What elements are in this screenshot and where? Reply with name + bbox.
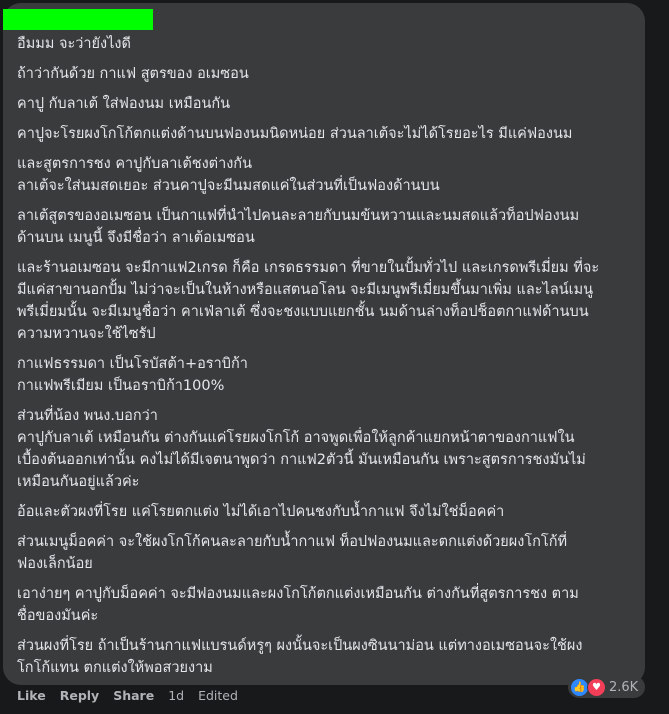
comment-line: ส่วนเมนูม็อคค่า จะใช้ผงโกโก้คนละลายกับน้ำกาแฟ ท็อปฟองนมและตกแต่งด้วยผงโกโก้ที่: [17, 534, 568, 550]
comment-line: ฟองเล็กน้อย: [17, 556, 93, 572]
comment-line: ลาเต้สูตรของอเมซอน เป็นกาแฟที่นำไปคนละลายกับนมข้นหวานและนมสดแล้วท็อปฟองนม: [17, 208, 580, 224]
comment-line: คาปูกับลาเต้ เหมือนกัน ต่างกันแค่โรยผงโกโก้ อาจพูดเพื่อให้ลูกค้าแยกหน้าตาของกาแฟใน: [17, 430, 575, 446]
comment-line: ถ้าว่ากันด้วย กาแฟ สูตรของ อเมซอน: [17, 66, 249, 82]
comment-line: ด้านบน เมนูนี้ จึงมีชื่อว่า ลาเต้อเมซอน: [17, 230, 255, 246]
comment-line: มีแค่สาขานอกปั้ม ไม่ว่าจะเป็นในห้างหรือแสตนอโลน จะมีเมนูพรีเมี่ยมขึ้นมาเพิ่ม และไลน์เมนู: [17, 282, 594, 298]
reply-button[interactable]: Reply: [59, 688, 100, 703]
comment-paragraph: [17, 123, 637, 145]
comment-line: พรีเมี่ยมนั้น จะมีเมนูชื่อว่า คาเฟ่ลาเต้ ซึ่งจะชงแบบแยกชั้น นมด้านล่างท็อปช็อตกาแฟด้านบน: [17, 304, 589, 320]
share-button[interactable]: Share: [113, 688, 155, 703]
comment-paragraph: [17, 353, 637, 397]
comment-line: ลาเต้จะใส่นมสดเยอะ ส่วนคาปูจะมีนมสดแค่ในส่วนที่เป็นฟองด้านบน: [17, 178, 440, 194]
comment-line: อืมมม จะว่ายังไงดี: [17, 36, 131, 52]
comment-line: ชื่อของมันค่ะ: [17, 608, 99, 624]
comment-line: คาปู กับลาเต้ ใส่ฟองนม เหมือนกัน: [17, 96, 231, 112]
comment-line: ความหวานจะใช้ไซรัป: [17, 326, 156, 342]
comment-line: เบื้องต้นออกเท่านั้น คงไม่ได้มีเจตนาพูดว่า กาแฟ2ตัวนี้ มันเหมือนกัน เพราะสูตรการชงมันไม่: [17, 452, 586, 468]
comment-line: คาปูจะโรยผงโกโก้ตกแต่งด้านบนฟองนมนิดหน่อย ส่วนลาเต้จะไม่ได้โรยอะไร มีแค่ฟองนม: [17, 126, 573, 142]
comment-line: และสูตรการชง คาปูกับลาเต้ชงต่างกัน: [17, 156, 252, 172]
comment-line: กาแฟพรีเมียม เป็นอราบิก้า100%: [17, 378, 225, 394]
comment-paragraph: [17, 635, 637, 679]
comment-paragraph: [17, 63, 637, 85]
comment-paragraph: [17, 33, 637, 55]
reaction-count: 2.6K: [609, 679, 639, 695]
comment-line: เหมือนกันอยู่แล้วค่ะ: [17, 474, 140, 490]
comment-line: อ้อและตัวผงที่โรย แค่โรยตกแต่ง ไม่ได้เอาไปคนชงกับน้ำกาแฟ จึงไม่ใช่ม็อคค่า: [17, 504, 505, 520]
comment-line: โกโก้แทน ตกแต่งให้พอสวยงาม: [17, 660, 213, 676]
comment-line: เอาง่ายๆ คาปูกับม็อคค่า จะมีฟองนมและผงโกโก้ตกแต่งเหมือนกัน ต่างกันที่สูตรการชง ตาม: [17, 586, 579, 602]
comment-paragraph: [17, 93, 637, 115]
comment-paragraph: [17, 531, 637, 575]
reactions-summary[interactable]: [568, 676, 645, 698]
comment-paragraph: [17, 405, 637, 493]
comment-line: ส่วนผงที่โรย ถ้าเป็นร้านกาแฟแบรนด์หรูๆ ผงนั้นจะเป็นผงซินนาม่อน แต่ทางอเมซอนจะใช้ผง: [17, 638, 583, 654]
comment-paragraph: [17, 205, 637, 249]
comment-body: [17, 33, 637, 687]
edited-label[interactable]: Edited: [198, 688, 238, 703]
timestamp[interactable]: 1d: [168, 688, 185, 703]
like-icon: 👍: [570, 678, 589, 697]
comment-paragraph: [17, 257, 637, 345]
comment-paragraph: [17, 153, 637, 197]
comment-line: กาแฟธรรมดา เป็นโรบัสต้า+อราบิก้า: [17, 356, 248, 372]
comment-paragraph: [17, 501, 637, 523]
comment-line: และร้านอเมซอน จะมีกาแฟ2เกรด ก็คือ เกรดธรรมดา ที่ขายในปั้มทั่วไป และเกรดพรีเมี่ยม ที่จะ: [17, 260, 600, 276]
author-name-redacted[interactable]: [3, 9, 153, 30]
like-button[interactable]: Like: [17, 688, 46, 703]
comment-actions: [17, 688, 238, 703]
comment-line: ส่วนที่น้อง พนง.บอกว่า: [17, 408, 158, 424]
comment-paragraph: [17, 583, 637, 627]
love-icon: ♥: [587, 678, 606, 697]
